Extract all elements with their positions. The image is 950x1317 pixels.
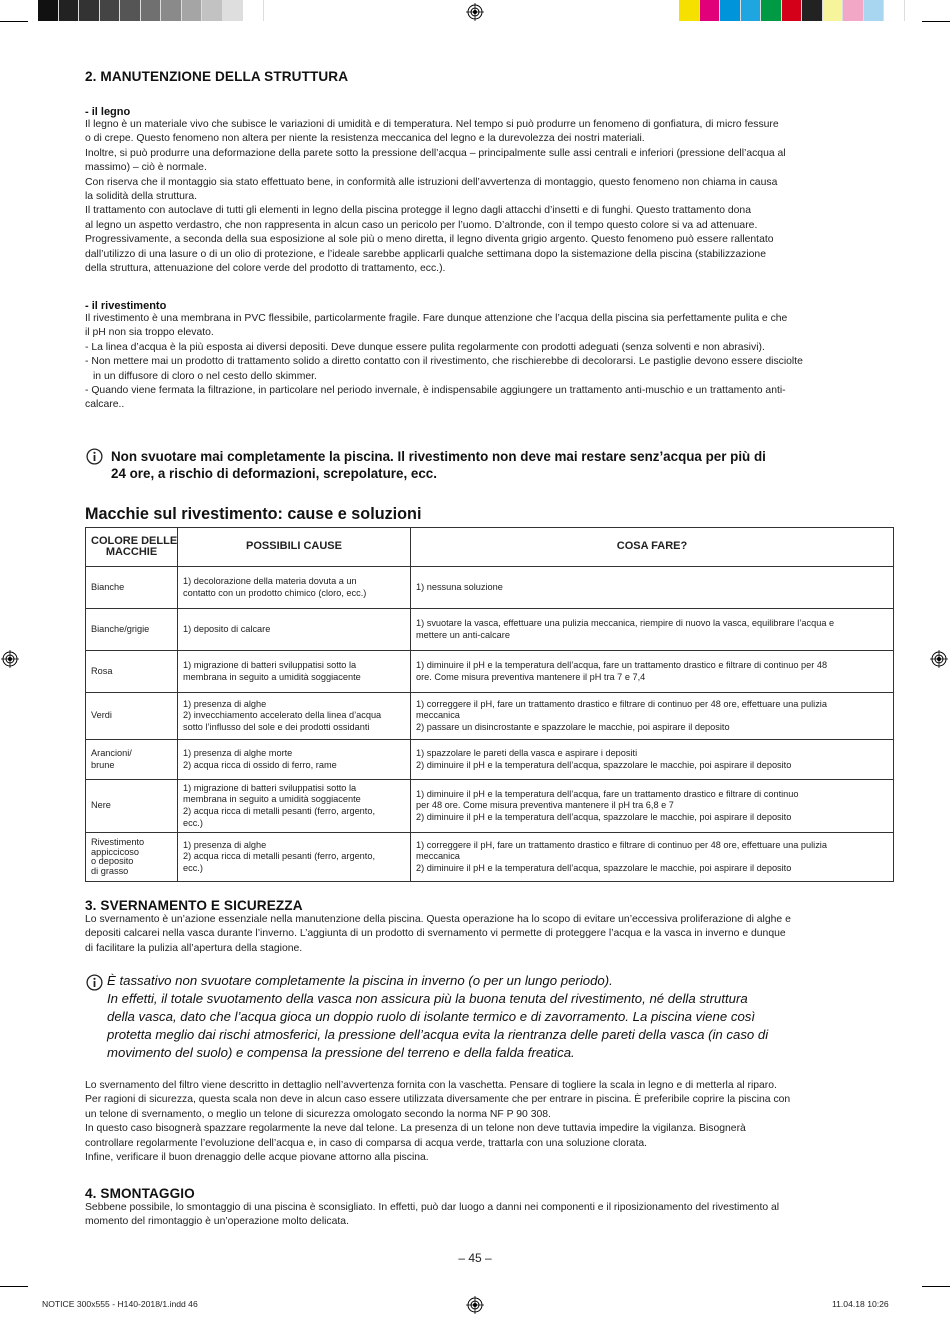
registration-mark-icon bbox=[466, 1296, 484, 1314]
text-line: In questo caso bisognerà spazzare regolarmente la neve dal telone. La presenza di un telone non deve tuttavia impedire la vigilanza. Bisognerà bbox=[85, 1123, 746, 1135]
section-title: 2. MANUTENZIONE DELLA STRUTTURA bbox=[85, 69, 349, 84]
cell-actions bbox=[411, 609, 894, 651]
column-header-causes: POSSIBILI CAUSE bbox=[178, 528, 411, 567]
table-row bbox=[86, 693, 894, 740]
cell-line: per 48 ore. Come misura preventiva mantenere il pH tra 6,8 e 7 bbox=[416, 800, 674, 811]
cell-line: brune bbox=[91, 759, 115, 770]
cell-line: 2) acqua ricca di ossido di ferro, rame bbox=[183, 759, 337, 770]
text-line: massimo) – ciò è normale. bbox=[85, 162, 207, 174]
calibration-swatch bbox=[100, 0, 121, 21]
text-line: il pH non sia troppo elevato. bbox=[85, 327, 214, 339]
stains-section bbox=[85, 505, 893, 524]
header-line: MACCHIE bbox=[105, 546, 158, 558]
cell-line: 1) presenza di alghe bbox=[183, 698, 267, 709]
calibration-swatch bbox=[741, 0, 762, 21]
wintering-note bbox=[107, 972, 902, 1062]
text-line: Infine, verificare il buon drenaggio delle acque piovane attorno alla piscina. bbox=[85, 1152, 429, 1164]
cell-line: membrana in seguito a umidità soggiacente bbox=[183, 794, 361, 805]
registration-mark-icon bbox=[930, 650, 948, 668]
subsection-heading: - il rivestimento bbox=[85, 300, 167, 312]
calibration-swatch bbox=[720, 0, 741, 21]
cell-line: ecc.) bbox=[183, 862, 203, 873]
cell-causes bbox=[178, 693, 411, 740]
calibration-swatch bbox=[243, 0, 264, 21]
calibration-swatch bbox=[59, 0, 80, 21]
calibration-swatch bbox=[79, 0, 100, 21]
cell-line: ecc.) bbox=[183, 817, 203, 828]
table-row bbox=[86, 609, 894, 651]
calibration-swatch bbox=[782, 0, 803, 21]
cell-line: Nere bbox=[91, 800, 111, 811]
wood-subsection bbox=[85, 106, 893, 276]
cell-line: 1) spazzolare le pareti della vasca e aspirare i depositi bbox=[416, 747, 638, 758]
table-row bbox=[86, 567, 894, 609]
cell-color bbox=[86, 693, 178, 740]
cell-actions bbox=[411, 693, 894, 740]
text-line: in un diffusore di cloro o nel cesto dello skimmer. bbox=[93, 370, 317, 382]
cell-actions bbox=[411, 740, 894, 780]
cell-line: o deposito bbox=[91, 856, 134, 866]
registration-mark-icon bbox=[466, 3, 484, 21]
text-line: Il legno è un materiale vivo che subisce le variazioni di umidità e di temperatura. Nel tempo si può produrre un fenomeno di gonfiatura, di micro fessure bbox=[85, 119, 779, 130]
text-line: della struttura, attenuazione del colore verde del prodotto di trattamento, ecc.). bbox=[85, 263, 446, 275]
text-line: controllare regolarmente l’evoluzione dell’acqua e, in caso di comparsa di acqua verde, trattarla con una soluzione clorata. bbox=[85, 1137, 647, 1149]
cell-causes bbox=[178, 567, 411, 609]
wintering-body bbox=[85, 1079, 893, 1165]
info-icon bbox=[86, 974, 103, 991]
footer-timestamp: 11.04.18 10:26 bbox=[832, 1299, 889, 1309]
info-icon bbox=[86, 448, 103, 465]
cell-line: 1) deposito di calcare bbox=[183, 623, 271, 634]
cell-causes bbox=[178, 609, 411, 651]
cell-line: meccanica bbox=[416, 710, 460, 721]
text-line: Inoltre, si può produrre una deformazione della parete sotto la pressione dell’acqua – principalmente sulle assi centrali e inferiori (pressione dell’acqua al bbox=[85, 147, 786, 159]
note-line: 24 ore, a rischio di deformazioni, screpolature, ecc. bbox=[111, 466, 437, 481]
cell-line: 1) diminuire il pH e la temperatura dell’acqua, fare un trattamento drastico e filtrare di continuo per 48 bbox=[416, 659, 828, 670]
note-line: protetta meglio dai rischi atmosferici, la pressione dell’acqua evita la rientranza delle pareti della vasca (in caso di bbox=[107, 1027, 769, 1042]
cell-line: Bianche bbox=[91, 581, 125, 592]
cell-line: mettere un anti-calcare bbox=[416, 629, 510, 640]
table-row bbox=[86, 651, 894, 693]
cell-actions bbox=[411, 833, 894, 882]
cell-line: membrana in seguito a umidità soggiacente bbox=[183, 671, 361, 682]
cell-line: appiccicoso bbox=[91, 846, 140, 857]
calibration-swatch bbox=[843, 0, 864, 21]
table-row bbox=[86, 740, 894, 780]
stains-table-wrapper bbox=[85, 527, 893, 882]
crop-mark bbox=[0, 1286, 28, 1287]
column-header-actions: COSA FARE? bbox=[411, 528, 894, 567]
text-line: al legno un aspetto verdastro, che non rappresenta in alcun caso un pericolo per l’uomo. D’altronde, con il tempo questo colore si va ad attenuare. bbox=[85, 219, 758, 231]
section-dismantling bbox=[85, 1186, 893, 1230]
calibration-swatch bbox=[223, 0, 244, 21]
note-line: È tassativo non svuotare completamente la piscina in inverno (o per un lungo periodo). bbox=[107, 973, 613, 988]
footer-file-info: NOTICE 300x555 - H140-2018/1.indd 46 bbox=[42, 1299, 198, 1309]
text-line: la solidità della struttura. bbox=[85, 191, 198, 203]
cell-line: sotto l’influsso del sole e dei prodotti ossidanti bbox=[183, 721, 370, 732]
cell-line: 1) diminuire il pH e la temperatura dell’acqua, fare un trattamento drastico e filtrare di continuo bbox=[416, 788, 799, 799]
table-header-row bbox=[86, 528, 894, 567]
cell-color bbox=[86, 780, 178, 833]
stains-table bbox=[85, 527, 894, 882]
text-line: - Non mettere mai un prodotto di trattamento solido a diretto contatto con il rivestimento, che rischierebbe di decolorarsi. Le pastiglie devono essere disciolte bbox=[85, 356, 803, 368]
subsection-heading: - il legno bbox=[85, 106, 131, 118]
registration-mark-icon bbox=[1, 650, 19, 668]
cell-actions bbox=[411, 651, 894, 693]
text-line: - La linea d’acqua è la più esposta ai diversi depositi. Deve dunque essere pulita regolarmente con prodotti adeguati (senza solventi e non abrasivi). bbox=[85, 341, 765, 353]
cell-line: 2) acqua ricca di metalli pesanti (ferro, argento, bbox=[183, 851, 376, 862]
text-line: momento del rimontaggio è un’operazione molto delicata. bbox=[85, 1216, 349, 1228]
note-line: movimento del suolo) e compensa la pressione del terreno e della falda freatica. bbox=[107, 1045, 575, 1060]
cell-line: 2) diminuire il pH e la temperatura dell’acqua, spazzolare le macchie, poi aspirare il deposito bbox=[416, 862, 792, 873]
cell-causes bbox=[178, 740, 411, 780]
calibration-swatch bbox=[823, 0, 844, 21]
text-line: Per ragioni di sicurezza, questa scala non deve in alcun caso essere utilizzata diversamente che per entrare in piscina. È preferibile coprire la piscina con bbox=[85, 1094, 791, 1106]
note-line: In effetti, il totale svuotamento della vasca non assicura più la buona tenuta del rivestimento, né della struttura bbox=[107, 991, 748, 1006]
text-line: Sebbene possibile, lo smontaggio di una piscina è sconsigliato. In effetti, può dar luogo a danni nei componenti e il riposizionamento del rivestimento al bbox=[85, 1202, 780, 1213]
text-line: calcare.. bbox=[85, 399, 125, 411]
section-title: 3. SVERNAMENTO E SICUREZZA bbox=[85, 898, 303, 913]
cell-line: Arancioni/ bbox=[91, 747, 132, 758]
cell-line: 1) migrazione di batteri sviluppatisi sotto la bbox=[183, 782, 357, 793]
calibration-swatch bbox=[202, 0, 223, 21]
cell-line: contatto con un prodotto chimico (cloro, ecc.) bbox=[183, 587, 367, 598]
cell-causes bbox=[178, 780, 411, 833]
cell-line: Rosa bbox=[91, 665, 113, 676]
cell-actions bbox=[411, 780, 894, 833]
cell-line: 2) invecchiamento accelerato della linea d’acqua bbox=[183, 710, 382, 721]
calibration-swatch bbox=[38, 0, 59, 21]
table-row bbox=[86, 833, 894, 882]
header-line: COLORE DELLE bbox=[91, 534, 178, 547]
cell-causes bbox=[178, 833, 411, 882]
calibration-swatch bbox=[802, 0, 823, 21]
calibration-swatch bbox=[182, 0, 203, 21]
text-line: o di crepe. Questo fenomeno non altera per niente la resistenza meccanica del legno e la durevolezza dei nostri materiali. bbox=[85, 133, 645, 145]
cell-line: di grasso bbox=[91, 865, 129, 876]
calibration-swatch bbox=[700, 0, 721, 21]
cell-line: 2) diminuire il pH e la temperatura dell’acqua, spazzolare le macchie, poi aspirare il deposito bbox=[416, 759, 792, 770]
cell-line: ore. Come misura preventiva mantenere il pH tra 7 e 7,4 bbox=[416, 671, 646, 682]
cell-actions bbox=[411, 567, 894, 609]
table-title: Macchie sul rivestimento: cause e soluzioni bbox=[85, 505, 422, 523]
cell-color bbox=[86, 651, 178, 693]
grayscale-calibration-bar bbox=[38, 0, 264, 21]
column-header-color bbox=[86, 528, 178, 567]
wood-paragraph bbox=[85, 118, 893, 276]
cell-line: Rivestimento bbox=[91, 837, 145, 847]
calibration-swatch bbox=[884, 0, 905, 21]
text-line: Il trattamento con autoclave di tutti gli elementi in legno della piscina protegge il legno dagli attacchi d’insetti e di funghi. Questo trattamento dona bbox=[85, 205, 751, 217]
page-number: – 45 – bbox=[458, 1251, 492, 1265]
cell-line: 1) presenza di alghe morte bbox=[183, 747, 293, 758]
cell-line: 1) migrazione di batteri sviluppatisi sotto la bbox=[183, 659, 357, 670]
text-line: un telone di svernamento, o meglio un telone di sicurezza omologato secondo la norma NF P 90 308. bbox=[85, 1108, 551, 1120]
crop-mark bbox=[922, 1286, 950, 1287]
cell-line: 1) correggere il pH, fare un trattamento drastico e filtrare di continuo per 48 ore, effettuare una pulizia bbox=[416, 698, 827, 709]
cell-line: 1) svuotare la vasca, effettuare una pulizia meccanica, riempire di nuovo la vasca, equilibrare l’acqua e bbox=[416, 617, 835, 628]
text-line: Progressivamente, a seconda della sua esposizione al sole più o meno diretta, il legno diventa grigio argento. Questo fenomeno può essere rallentato bbox=[85, 234, 774, 246]
note-line: Non svuotare mai completamente la piscina. Il rivestimento non deve mai restare senz’acqua per più di bbox=[111, 449, 766, 464]
text-line: Lo svernamento è un’azione essenziale nella manutenzione della piscina. Questa operazione ha lo scopo di evitare un’eccessiva proliferazione di alghe e bbox=[85, 914, 791, 925]
liner-subsection bbox=[85, 300, 893, 413]
section-maintenance bbox=[85, 69, 893, 84]
calibration-swatch bbox=[141, 0, 162, 21]
cell-color bbox=[86, 740, 178, 780]
cell-line: 2) diminuire il pH e la temperatura dell’acqua, spazzolare le macchie, poi aspirare il deposito bbox=[416, 811, 792, 822]
text-line: Lo svernamento del filtro viene descritto in dettaglio nell’avvertenza fornita con la vaschetta. Pensare di togliere la scala in legno e di metterla al riparo. bbox=[85, 1080, 777, 1091]
cell-line: 2) passare un disincrostante e spazzolare le macchie, poi aspirare il deposito bbox=[416, 721, 730, 732]
cell-color bbox=[86, 567, 178, 609]
text-line: - Quando viene fermata la filtrazione, in particolare nel periodo invernale, è indispensabile aggiungere un trattamento anti-muschio e un trattamento anti- bbox=[85, 385, 786, 397]
text-line: depositi calcarei nella vasca durante l’inverno. L’aggiunta di un prodotto di svernamento vi permette di proteggere l’acqua e la vasca in inverno e dunque bbox=[85, 928, 786, 940]
calibration-swatch bbox=[120, 0, 141, 21]
section-title: 4. SMONTAGGIO bbox=[85, 1186, 195, 1201]
warning-note bbox=[111, 448, 901, 482]
cell-line: 1) nessuna soluzione bbox=[416, 581, 503, 592]
cell-causes bbox=[178, 651, 411, 693]
text-line: Con riserva che il montaggio sia stato effettuato bene, in conformità alle istruzioni dell’avvertenza di montaggio, questo fenomeno non chiama in causa bbox=[85, 176, 778, 188]
calibration-swatch bbox=[864, 0, 885, 21]
table-row bbox=[86, 780, 894, 833]
color-calibration-bar bbox=[679, 0, 905, 21]
cell-line: Bianche/grigie bbox=[91, 623, 150, 634]
cell-line: 2) acqua ricca di metalli pesanti (ferro, argento, bbox=[183, 806, 376, 816]
cell-line: 1) correggere il pH, fare un trattamento drastico e filtrare di continuo per 48 ore, effettuare una pulizia bbox=[416, 839, 827, 850]
text-line: di facilitare la pulizia all’apertura della stagione. bbox=[85, 942, 303, 954]
text-line: Il rivestimento è una membrana in PVC flessibile, particolarmente fragile. Fare dunque attenzione che l’acqua della piscina sia perfettamente pulita e che bbox=[85, 313, 788, 324]
cell-color bbox=[86, 833, 178, 882]
note-line: della vasca, dato che l’acqua gioca un doppio ruolo di isolante termico e di zavorramento. La piscina viene così bbox=[107, 1009, 756, 1024]
cell-color bbox=[86, 609, 178, 651]
cell-line: Verdi bbox=[91, 710, 112, 721]
crop-mark bbox=[0, 21, 28, 22]
text-line: dall’utilizzo di una lasure o di un olio di protezione, e l’ideale sarebbe applicarli qualche settimana dopo la sistemazione della piscina (stabilizzazione bbox=[85, 248, 766, 260]
cell-line: 1) presenza di alghe bbox=[183, 839, 267, 850]
cell-line: meccanica bbox=[416, 851, 460, 862]
section-wintering bbox=[85, 898, 893, 956]
calibration-swatch bbox=[679, 0, 700, 21]
cell-line: 1) decolorazione della materia dovuta a un bbox=[183, 575, 357, 586]
crop-mark bbox=[922, 21, 950, 22]
calibration-swatch bbox=[161, 0, 182, 21]
calibration-swatch bbox=[761, 0, 782, 21]
